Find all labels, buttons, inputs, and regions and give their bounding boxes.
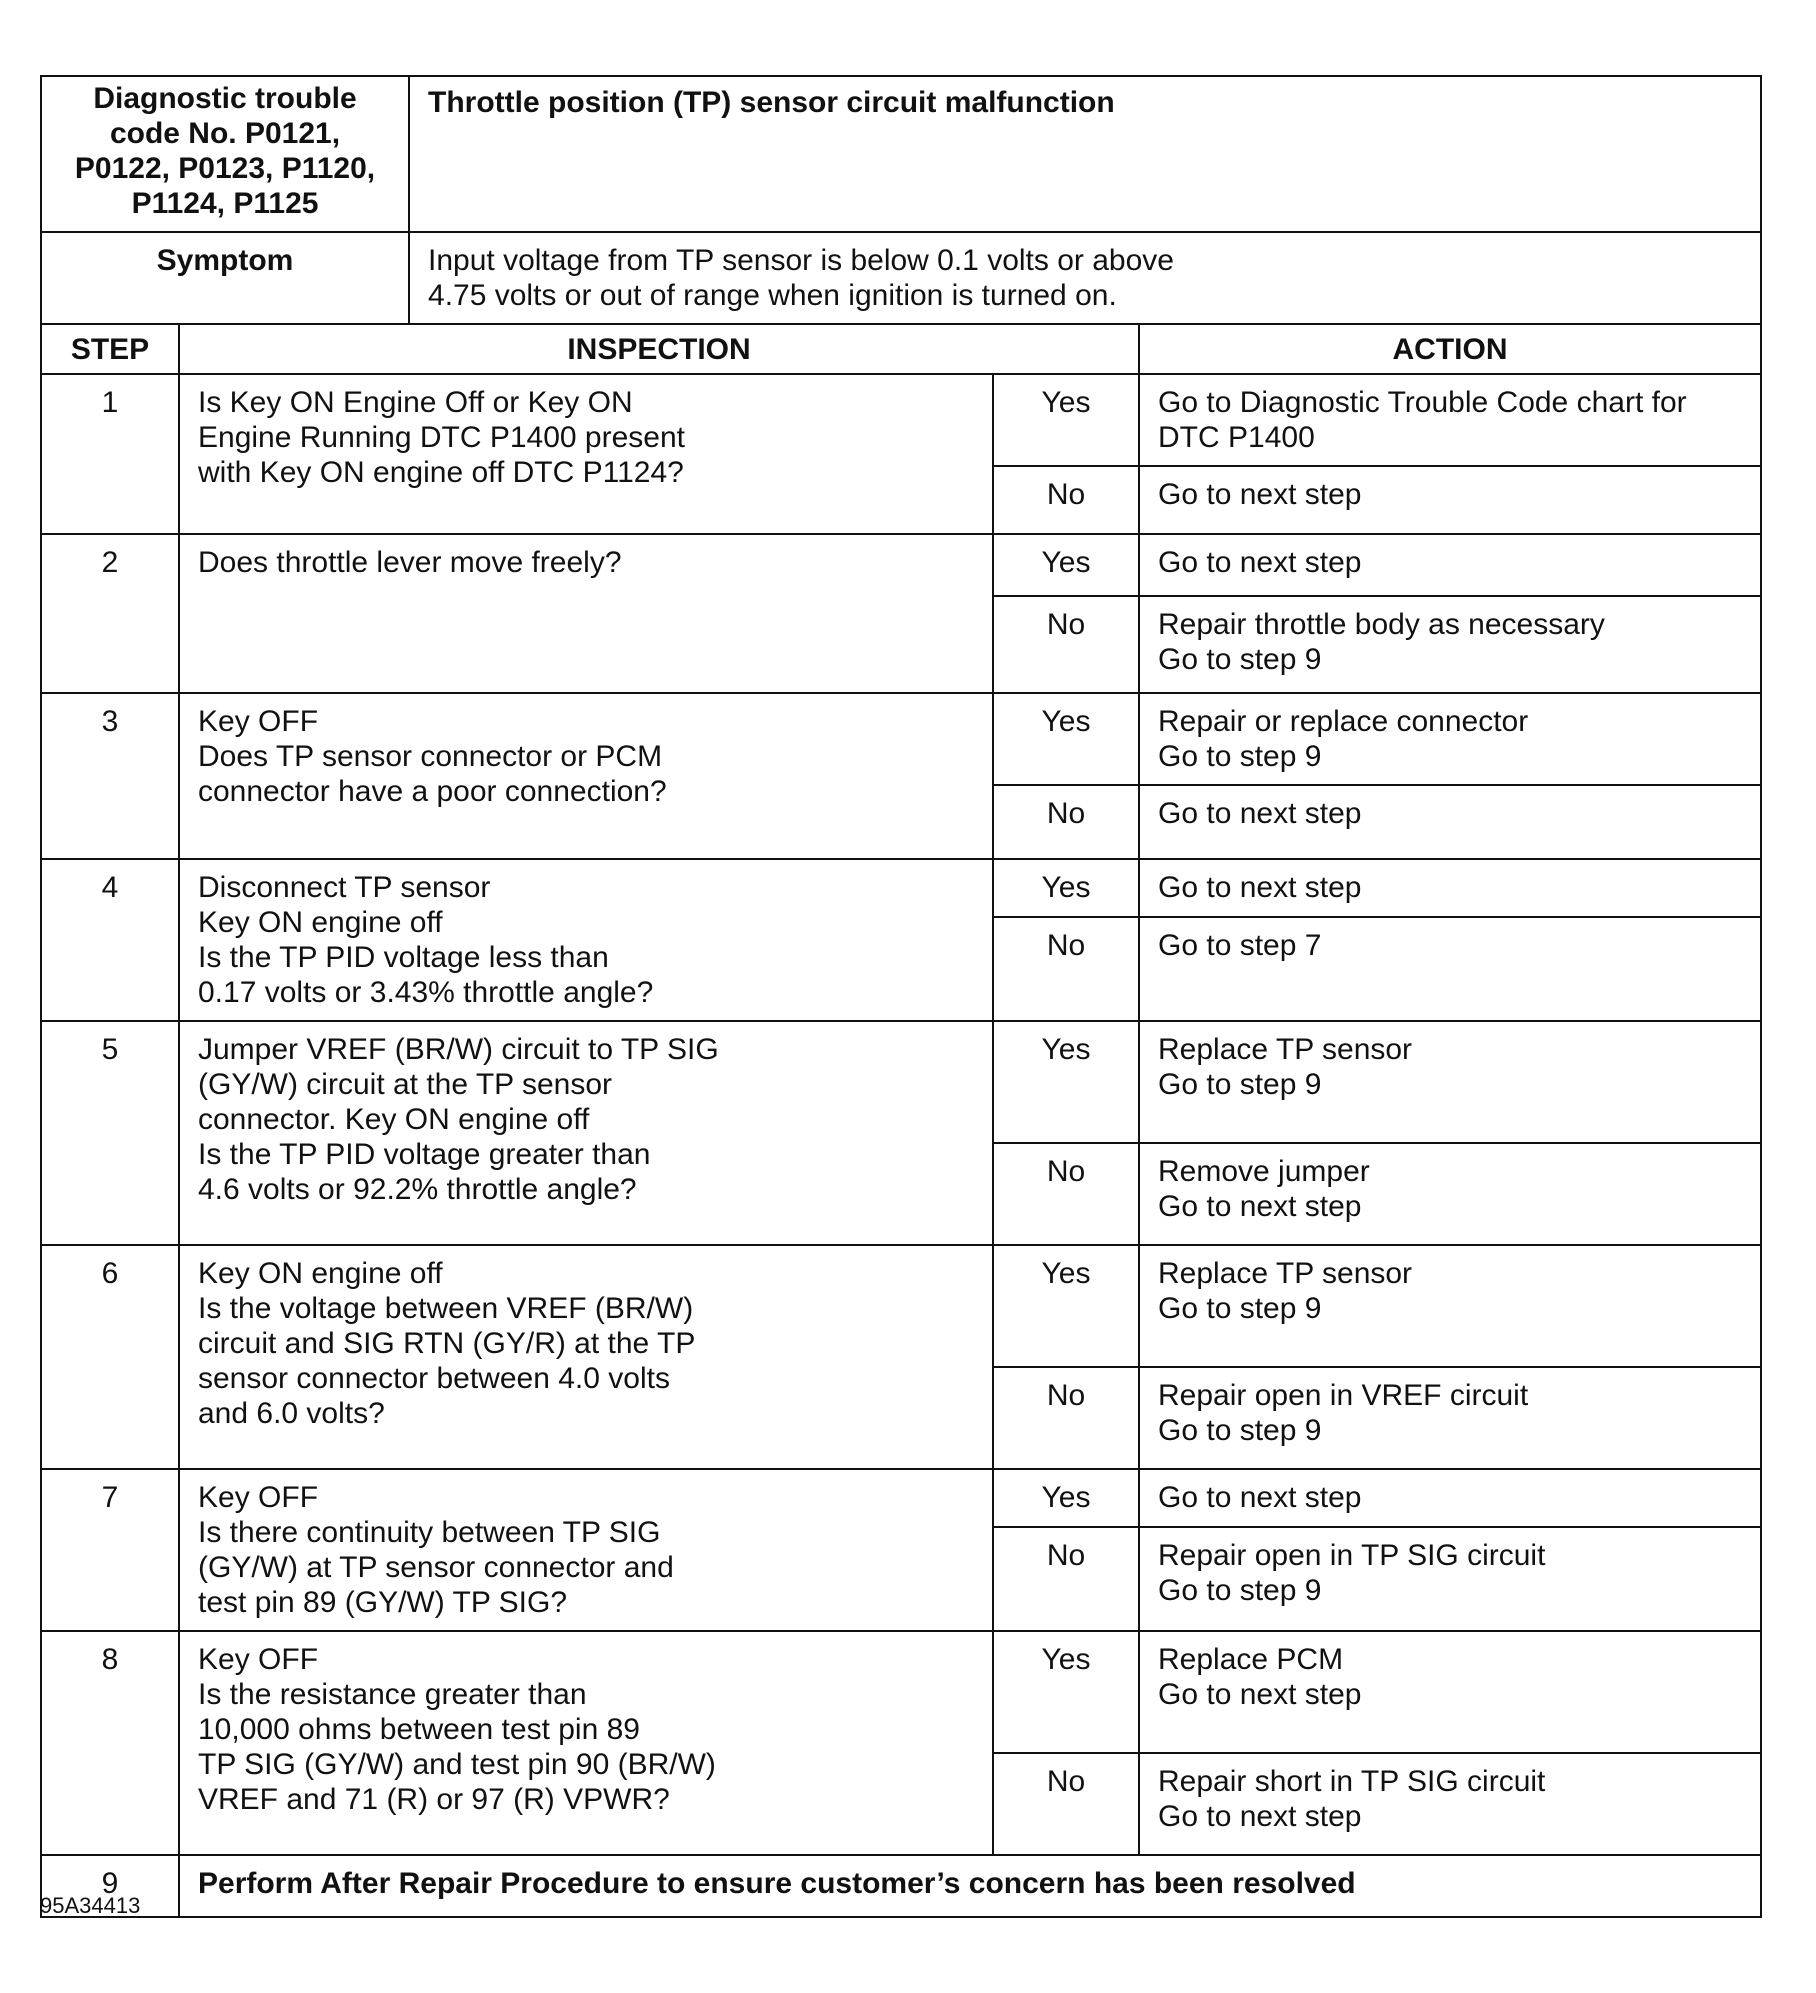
table-row [41,859,1761,917]
no-action: Repair open in VREF circuit Go to step 9 [1139,1367,1761,1469]
yes-label: Yes [993,859,1139,917]
no-label: No [993,785,1139,859]
no-label: No [993,1367,1139,1469]
column-header-row [41,324,1761,374]
yes-label: Yes [993,374,1139,466]
no-action: Go to step 7 [1139,917,1761,1021]
no-label: No [993,1143,1139,1245]
table-row [41,693,1761,785]
yes-label: Yes [993,693,1139,785]
final-step-text: Perform After Repair Procedure to ensure customer’s concern has been resolved [179,1855,1761,1917]
symptom-row [41,232,1761,324]
symptom-label: Symptom [41,232,409,324]
yes-action: Go to next step [1139,534,1761,596]
inspection-text: Key OFF Is the resistance greater than 10,000 ohms between test pin 89 TP SIG (GY/W) and test pin 90 (BR/W) VREF and 71 (R) or 97 (R) VPWR? [179,1631,993,1855]
step-number: 8 [41,1631,179,1855]
yes-label: Yes [993,1021,1139,1143]
table-row [41,1245,1761,1367]
inspection-column-header: INSPECTION [179,324,1139,374]
action-column-header: ACTION [1139,324,1761,374]
yes-label: Yes [993,1631,1139,1753]
yes-action: Go to next step [1139,859,1761,917]
step-number: 4 [41,859,179,1021]
no-action: Repair throttle body as necessary Go to step 9 [1139,596,1761,693]
inspection-text: Jumper VREF (BR/W) circuit to TP SIG (GY/W) circuit at the TP sensor connector. Key ON engine off Is the TP PID voltage greater than 4.6 volts or 92.2% throttle angle? [179,1021,993,1245]
yes-action: Go to next step [1139,1469,1761,1527]
inspection-text: Key ON engine off Is the voltage between VREF (BR/W) circuit and SIG RTN (GY/R) at the TP sensor connector between 4.0 volts and 6.0 volts? [179,1245,993,1469]
diagnostic-table [40,75,1762,1918]
step-number: 7 [41,1469,179,1631]
yes-action: Replace TP sensor Go to step 9 [1139,1021,1761,1143]
no-action: Go to next step [1139,466,1761,534]
inspection-text: Key OFF Is there continuity between TP SIG (GY/W) at TP sensor connector and test pin 89 (GY/W) TP SIG? [179,1469,993,1631]
no-label: No [993,466,1139,534]
table-row [41,534,1761,596]
no-action: Remove jumper Go to next step [1139,1143,1761,1245]
step-number: 6 [41,1245,179,1469]
step-number: 5 [41,1021,179,1245]
yes-action: Replace PCM Go to next step [1139,1631,1761,1753]
inspection-text: Key OFF Does TP sensor connector or PCM connector have a poor connection? [179,693,993,859]
inspection-text: Is Key ON Engine Off or Key ON Engine Running DTC P1400 present with Key ON engine off DTC P1124? [179,374,993,534]
no-label: No [993,596,1139,693]
dtc-row [41,76,1761,232]
diagnostic-table-sheet [40,75,1760,1918]
dtc-title: Throttle position (TP) sensor circuit malfunction [409,76,1761,232]
table-row [41,1021,1761,1143]
symptom-text: Input voltage from TP sensor is below 0.1 volts or above 4.75 volts or out of range when ignition is turned on. [409,232,1761,324]
table-row [41,374,1761,466]
table-row [41,1631,1761,1753]
no-action: Repair short in TP SIG circuit Go to next step [1139,1753,1761,1855]
step-number: 9 [41,1855,179,1917]
step-number: 1 [41,374,179,534]
yes-action: Go to Diagnostic Trouble Code chart for DTC P1400 [1139,374,1761,466]
table-row [41,1469,1761,1527]
yes-action: Replace TP sensor Go to step 9 [1139,1245,1761,1367]
inspection-text: Disconnect TP sensor Key ON engine off Is the TP PID voltage less than 0.17 volts or 3.43% throttle angle? [179,859,993,1021]
yes-action: Repair or replace connector Go to step 9 [1139,693,1761,785]
inspection-text: Does throttle lever move freely? [179,534,993,693]
step-number: 3 [41,693,179,859]
step-number: 2 [41,534,179,693]
no-label: No [993,1527,1139,1631]
figure-code: 95A34413 [40,1893,141,1918]
no-label: No [993,917,1139,1021]
yes-label: Yes [993,534,1139,596]
no-label: No [993,1753,1139,1855]
yes-label: Yes [993,1469,1139,1527]
dtc-label: Diagnostic trouble code No. P0121, P0122, P0123, P1120, P1124, P1125 [41,76,409,232]
final-step-row [41,1855,1761,1917]
step-column-header: STEP [41,324,179,374]
no-action: Repair open in TP SIG circuit Go to step 9 [1139,1527,1761,1631]
no-action: Go to next step [1139,785,1761,859]
yes-label: Yes [993,1245,1139,1367]
